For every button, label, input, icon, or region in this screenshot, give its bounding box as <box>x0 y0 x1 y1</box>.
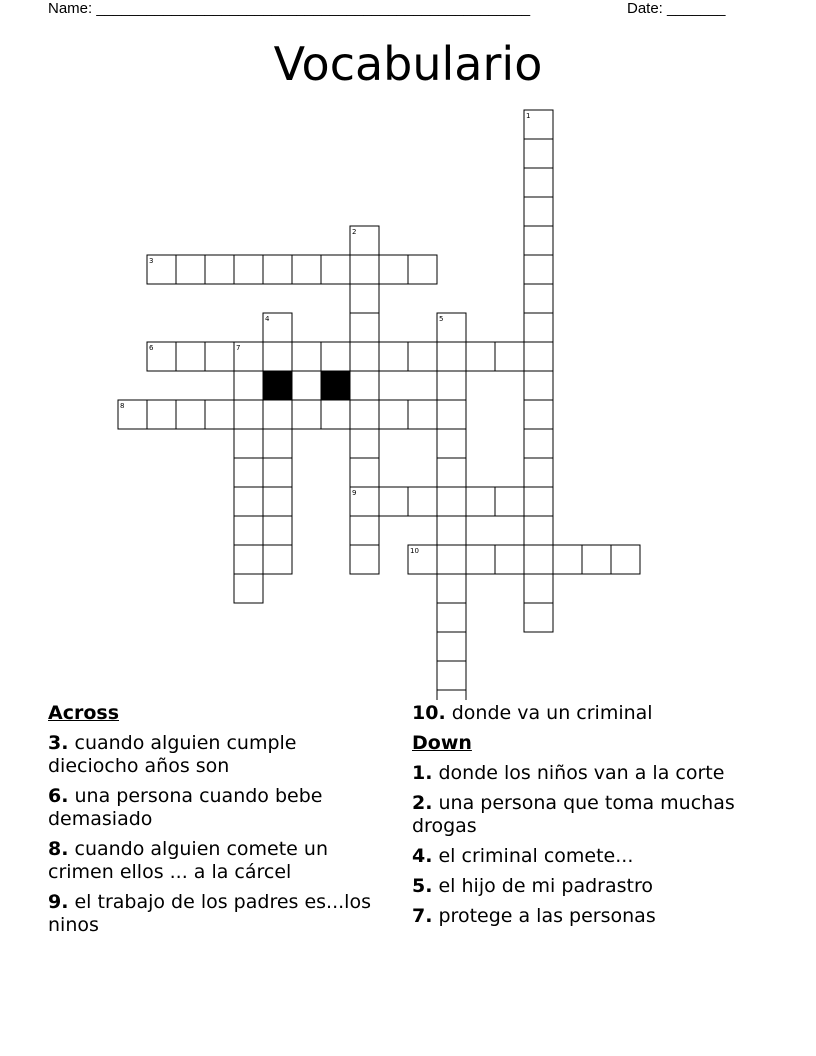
grid-cell[interactable] <box>437 400 466 429</box>
grid-cell[interactable] <box>292 342 321 371</box>
clue-number: 6. <box>48 785 69 807</box>
page-title: Vocabulario <box>273 37 543 91</box>
grid-cell[interactable] <box>437 429 466 458</box>
cell-number: 8 <box>120 402 125 410</box>
clue-down-1 <box>412 762 742 785</box>
cell-number: 4 <box>265 315 270 323</box>
clue-number: 8. <box>48 838 69 860</box>
cell-number: 10 <box>410 547 419 555</box>
grid-cell[interactable] <box>524 284 553 313</box>
clue-down-7 <box>412 905 742 928</box>
grid-cell[interactable] <box>437 661 466 690</box>
clue-text: cuando alguien cumple dieciocho años son <box>48 732 297 777</box>
grid-cell[interactable] <box>350 255 379 284</box>
grid-cell[interactable] <box>263 487 292 516</box>
grid-cell[interactable] <box>263 400 292 429</box>
clue-number: 7. <box>412 905 433 927</box>
grid-cell[interactable] <box>524 574 553 603</box>
grid-cell[interactable] <box>263 458 292 487</box>
clue-across-6 <box>48 785 378 831</box>
clue-text: protege a las personas <box>432 905 656 927</box>
clue-down-5 <box>412 875 742 898</box>
clue-text: donde los niños van a la corte <box>432 762 725 784</box>
grid-cell[interactable] <box>234 458 263 487</box>
grid-cell[interactable] <box>408 342 437 371</box>
cell-number: 6 <box>149 344 154 352</box>
clue-number: 10. <box>412 702 446 724</box>
grid-cell[interactable] <box>524 226 553 255</box>
clues-column-right <box>412 702 742 935</box>
grid-cell[interactable] <box>437 545 466 574</box>
grid-cell[interactable] <box>611 545 640 574</box>
grid-cell[interactable] <box>234 255 263 284</box>
clue-across-10 <box>412 702 742 725</box>
grid-cell[interactable] <box>263 545 292 574</box>
grid-cell[interactable] <box>176 255 205 284</box>
grid-cell[interactable] <box>350 545 379 574</box>
cell-number: 9 <box>352 489 357 497</box>
grid-cell[interactable] <box>524 313 553 342</box>
clue-number: 3. <box>48 732 69 754</box>
grid-cell[interactable] <box>350 284 379 313</box>
grid-cell[interactable] <box>408 255 437 284</box>
grid-cell[interactable] <box>234 516 263 545</box>
grid-cell[interactable] <box>234 487 263 516</box>
grid-cell[interactable] <box>437 690 466 700</box>
grid-cell[interactable] <box>553 545 582 574</box>
clue-across-3 <box>48 732 378 778</box>
grid-cell[interactable] <box>263 255 292 284</box>
down-heading: Down <box>412 732 472 754</box>
grid-cell[interactable] <box>350 516 379 545</box>
grid-cell[interactable] <box>176 342 205 371</box>
across-heading: Across <box>48 702 120 724</box>
grid-cell[interactable] <box>350 313 379 342</box>
grid-cell[interactable] <box>437 603 466 632</box>
grid-cell[interactable] <box>437 516 466 545</box>
cell-number: 7 <box>236 344 241 352</box>
grid-cell[interactable] <box>263 429 292 458</box>
grid-cell[interactable] <box>321 342 350 371</box>
clue-text: el hijo de mi padrastro <box>432 875 653 897</box>
grid-cell[interactable] <box>524 603 553 632</box>
grid-cell[interactable] <box>437 371 466 400</box>
date-field-label: Date: _______ <box>627 0 726 17</box>
grid-cell[interactable] <box>321 400 350 429</box>
blocked-cell <box>321 371 350 400</box>
grid-cell[interactable] <box>524 400 553 429</box>
grid-cell[interactable] <box>495 342 524 371</box>
grid-cell[interactable] <box>437 574 466 603</box>
grid-cell[interactable] <box>582 545 611 574</box>
grid-cell[interactable] <box>350 342 379 371</box>
grid-cell[interactable] <box>524 342 553 371</box>
grid-cell[interactable] <box>234 574 263 603</box>
grid-cell[interactable] <box>524 371 553 400</box>
grid-cell[interactable] <box>524 429 553 458</box>
grid-cell[interactable] <box>524 516 553 545</box>
clue-text: una persona que toma muchas drogas <box>412 792 735 837</box>
grid-cell[interactable] <box>234 545 263 574</box>
grid-cell[interactable] <box>524 487 553 516</box>
cell-number: 3 <box>149 257 154 265</box>
grid-cell[interactable] <box>234 400 263 429</box>
grid-cell[interactable] <box>466 487 495 516</box>
grid-cell[interactable] <box>437 342 466 371</box>
grid-cell[interactable] <box>205 342 234 371</box>
grid-cell[interactable] <box>379 487 408 516</box>
grid-cell[interactable] <box>408 487 437 516</box>
grid-cell[interactable] <box>176 400 205 429</box>
clue-number: 2. <box>412 792 433 814</box>
grid-cell[interactable] <box>263 342 292 371</box>
grid-cell[interactable] <box>495 487 524 516</box>
clues-column-left <box>48 702 378 944</box>
grid-cell[interactable] <box>292 255 321 284</box>
clue-across-9 <box>48 891 378 937</box>
grid-cell[interactable] <box>263 516 292 545</box>
grid-cell[interactable] <box>524 168 553 197</box>
clue-number: 9. <box>48 891 69 913</box>
clue-number: 5. <box>412 875 433 897</box>
clue-number: 4. <box>412 845 433 867</box>
clue-across-8 <box>48 838 378 884</box>
grid-cell[interactable] <box>350 400 379 429</box>
blocked-cell <box>263 371 292 400</box>
grid-cell[interactable] <box>350 458 379 487</box>
grid-cell[interactable] <box>205 400 234 429</box>
clue-number: 1. <box>412 762 433 784</box>
grid-cell[interactable] <box>350 371 379 400</box>
grid-cell[interactable] <box>495 545 524 574</box>
name-field-label: Name: ____________________________________________________ <box>48 0 531 17</box>
grid-cell[interactable] <box>379 400 408 429</box>
grid-cell[interactable] <box>234 429 263 458</box>
clue-text: una persona cuando bebe demasiado <box>48 785 323 830</box>
cell-number: 5 <box>439 315 444 323</box>
grid-cell[interactable] <box>234 371 263 400</box>
clue-text: el trabajo de los padres es...los ninos <box>48 891 371 936</box>
cell-number: 1 <box>526 112 531 120</box>
clue-down-2 <box>412 792 742 838</box>
grid-cell[interactable] <box>408 400 437 429</box>
grid-cell[interactable] <box>379 342 408 371</box>
grid-cell[interactable] <box>466 545 495 574</box>
clue-text: cuando alguien comete un crimen ellos ... a la cárcel <box>48 838 328 883</box>
grid-cell[interactable] <box>205 255 234 284</box>
grid-cell[interactable] <box>321 255 350 284</box>
grid-cell[interactable] <box>524 139 553 168</box>
grid-cell[interactable] <box>437 632 466 661</box>
cell-number: 2 <box>352 228 357 236</box>
grid-cell[interactable] <box>524 197 553 226</box>
grid-cell[interactable] <box>147 400 176 429</box>
grid-cell[interactable] <box>292 400 321 429</box>
grid-cell[interactable] <box>379 255 408 284</box>
grid-cell[interactable] <box>524 458 553 487</box>
clue-down-4 <box>412 845 742 868</box>
grid-cell[interactable] <box>466 342 495 371</box>
grid-cell[interactable] <box>437 458 466 487</box>
clue-text: el criminal comete... <box>432 845 634 867</box>
grid-cell[interactable] <box>524 545 553 574</box>
grid-cell[interactable] <box>437 487 466 516</box>
grid-cell[interactable] <box>524 255 553 284</box>
clue-text: donde va un criminal <box>445 702 653 724</box>
grid-cell[interactable] <box>350 429 379 458</box>
